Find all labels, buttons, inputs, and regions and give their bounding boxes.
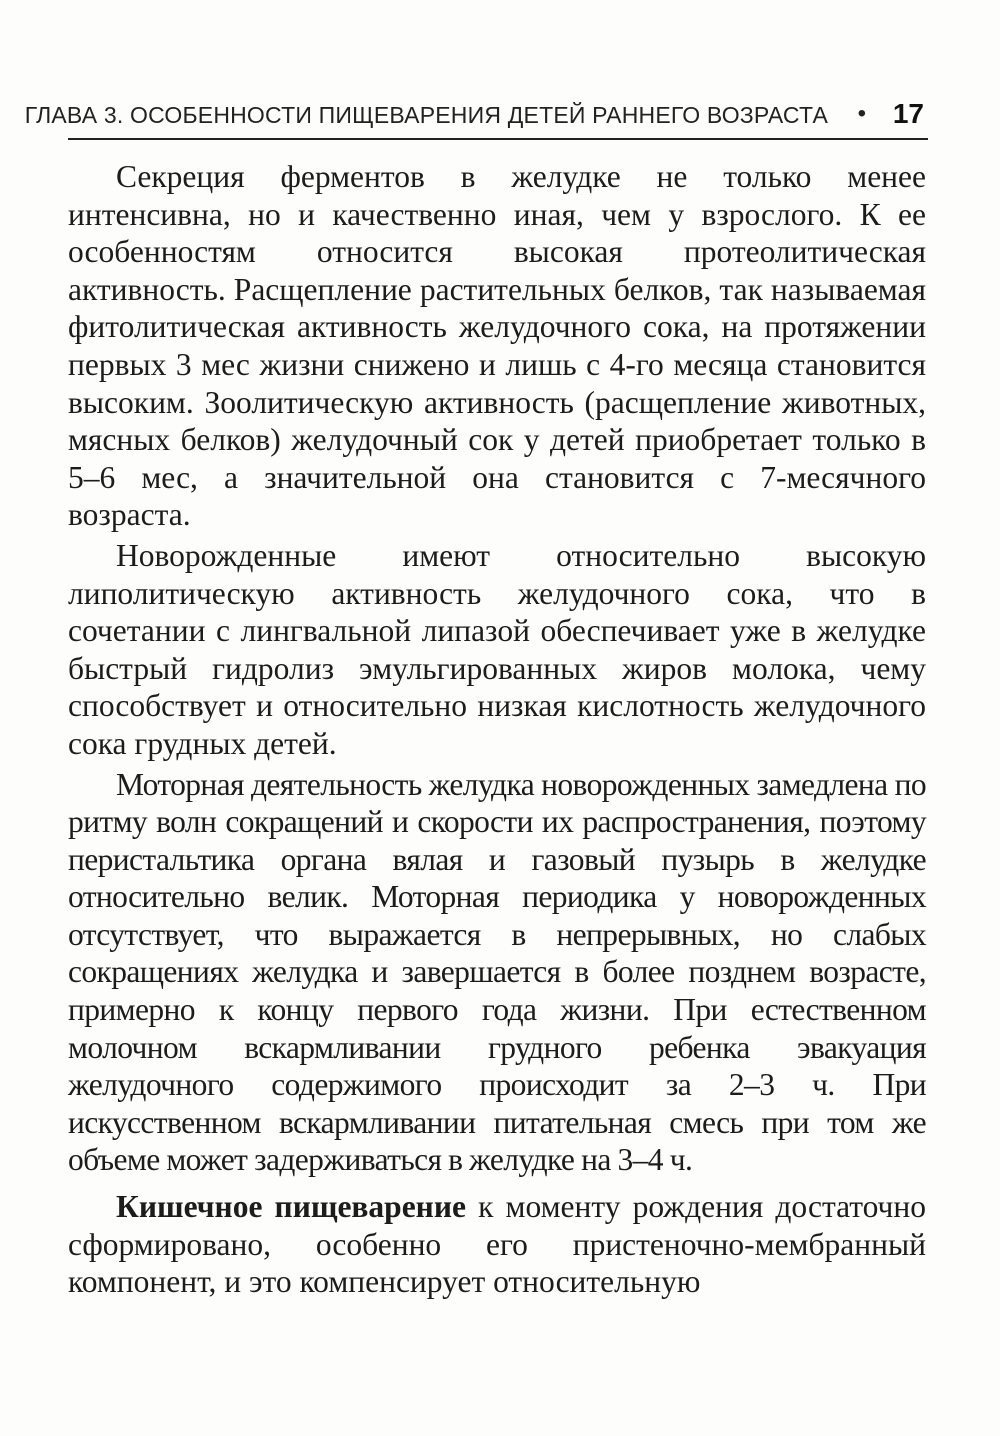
- body-text: [68, 158, 926, 1301]
- running-header: [24, 96, 928, 140]
- term-intestinal-digestion: Кишечное пищеварение: [116, 1189, 466, 1225]
- header-bullet: •: [857, 100, 866, 127]
- paragraph-intestinal-digestion: [68, 1188, 926, 1301]
- paragraph-lipolytic-activity: Новорожденные имеют относительно высокую липолитическую активность желудочного сока, что в сочетании с лингвальной липазой обеспечивает уже в желудке быстрый гидролиз эмульгированных жиров молока, чему способствует и относительно низкая кислотность желудочного сока грудных детей.: [68, 537, 926, 761]
- paragraph-enzyme-secretion: Секреция ферментов в желудке не только менее интенсивна, но и качественно иная, чем у взрослого. К ее особенностям относится высокая протеолитическая активность. Расщепление растительных белков, так называемая фитолитическая активность желудочного сока, на протяжении первых 3 мес жизни снижено и лишь с 4-го месяца становится высоким. Зоолитическую активность (расщепление животных, мясных белков) желудочный сок у детей приобретает только в 5–6 мес, а значительной она становится с 7-месячного возраста.: [68, 159, 926, 533]
- paragraph-motor-activity: Моторная деятельность желудка новорожденных замедлена по ритму волн сокращений и скорости их распространения, поэтому перистальтика органа вялая и газовый пузырь в желудке относительно велик. Моторная периодика у новорожденных отсутствует, что выражается в непрерывных, но слабых сокращениях желудка и завершается в более позднем возрасте, примерно к концу первого года жизни. При естественном молочном вскармливании грудного ребенка эвакуация желудочного содержимого происходит за 2–3 ч. При искусственном вскармливании питательная смесь при том же объеме может задерживаться в желудке на 3–4 ч.: [68, 766, 926, 1178]
- page-number: 17: [892, 98, 924, 129]
- paragraph-intestinal-digestion-text: к моменту рождения достаточно сформировано, особенно его пристеночно-мембранный компонент, и это компенсирует относительную: [68, 1189, 927, 1300]
- chapter-title: ГЛАВА 3. ОСОБЕННОСТИ ПИЩЕВАРЕНИЯ ДЕТЕЙ РАННЕГО ВОЗРАСТА: [24, 102, 828, 128]
